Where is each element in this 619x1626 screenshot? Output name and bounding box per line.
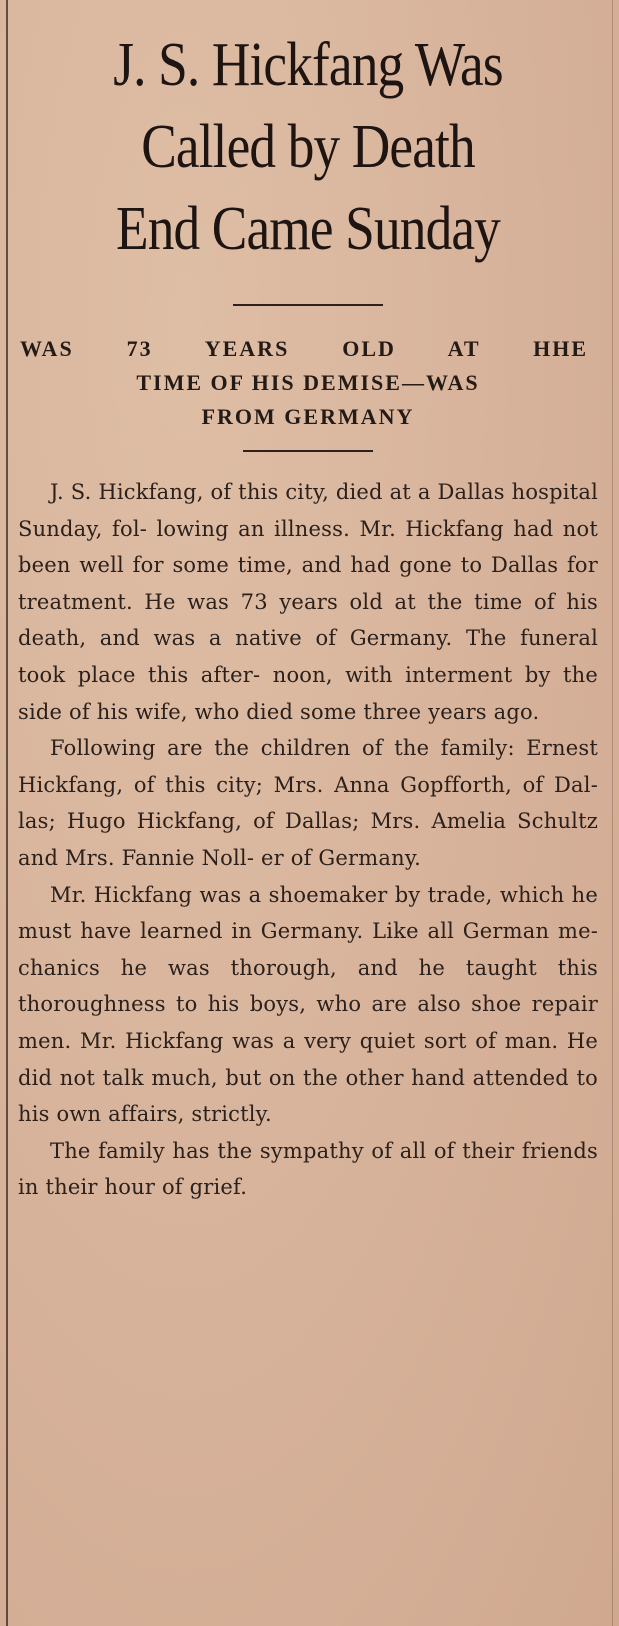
headline-line-1: J. S. Hickfang Was bbox=[113, 31, 503, 99]
article-column bbox=[18, 0, 598, 1626]
headline bbox=[59, 0, 558, 270]
paragraph-2: Following are the children of the family: Ernest Hickfang, of this city; Mrs. Anna Gopfforth, of Dal- las; Hugo Hickfang, of Dallas; Mrs. Amelia Schultz and Mrs. Fannie Noll- er of Germany. bbox=[18, 736, 598, 870]
subhead-line-2: TIME OF HIS DEMISE—WAS bbox=[136, 370, 480, 395]
article-body bbox=[18, 474, 598, 1206]
headline-line-2: Called by Death bbox=[141, 113, 475, 181]
subhead-line-1: WAS 73 YEARS OLD AT HHE bbox=[20, 336, 588, 361]
column-rule-right bbox=[612, 0, 613, 1626]
subhead-divider bbox=[243, 450, 373, 452]
paragraph-1: J. S. Hickfang, of this city, died at a Dallas hospital Sunday, fol- lowing an illness. Mr. Hickfang had not been well for some time, and had gone to Dallas for treatment. He was 73 years old at the time of his death, and was a native of Germany. The funeral took place this after- noon, with interment by the side of his wife, who died some three years ago. bbox=[18, 480, 598, 724]
column-rule-left bbox=[6, 0, 8, 1626]
paragraph-4: The family has the sympathy of all of their friends in their hour of grief. bbox=[18, 1138, 598, 1200]
headline-divider bbox=[233, 304, 383, 306]
subhead-line-3: FROM GERMANY bbox=[201, 404, 415, 429]
paragraph-3: Mr. Hickfang was a shoemaker by trade, which he must have learned in Germany. Like all German me- chanics he was thorough, and he taught this thoroughness to his boys, who are also shoe repair men. Mr. Hickfang was a very quiet sort of man. He did not talk much, but on the other hand attended to his own affairs, strictly. bbox=[18, 882, 598, 1127]
subheadline bbox=[18, 332, 598, 434]
headline-line-3: End Came Sunday bbox=[116, 195, 500, 263]
